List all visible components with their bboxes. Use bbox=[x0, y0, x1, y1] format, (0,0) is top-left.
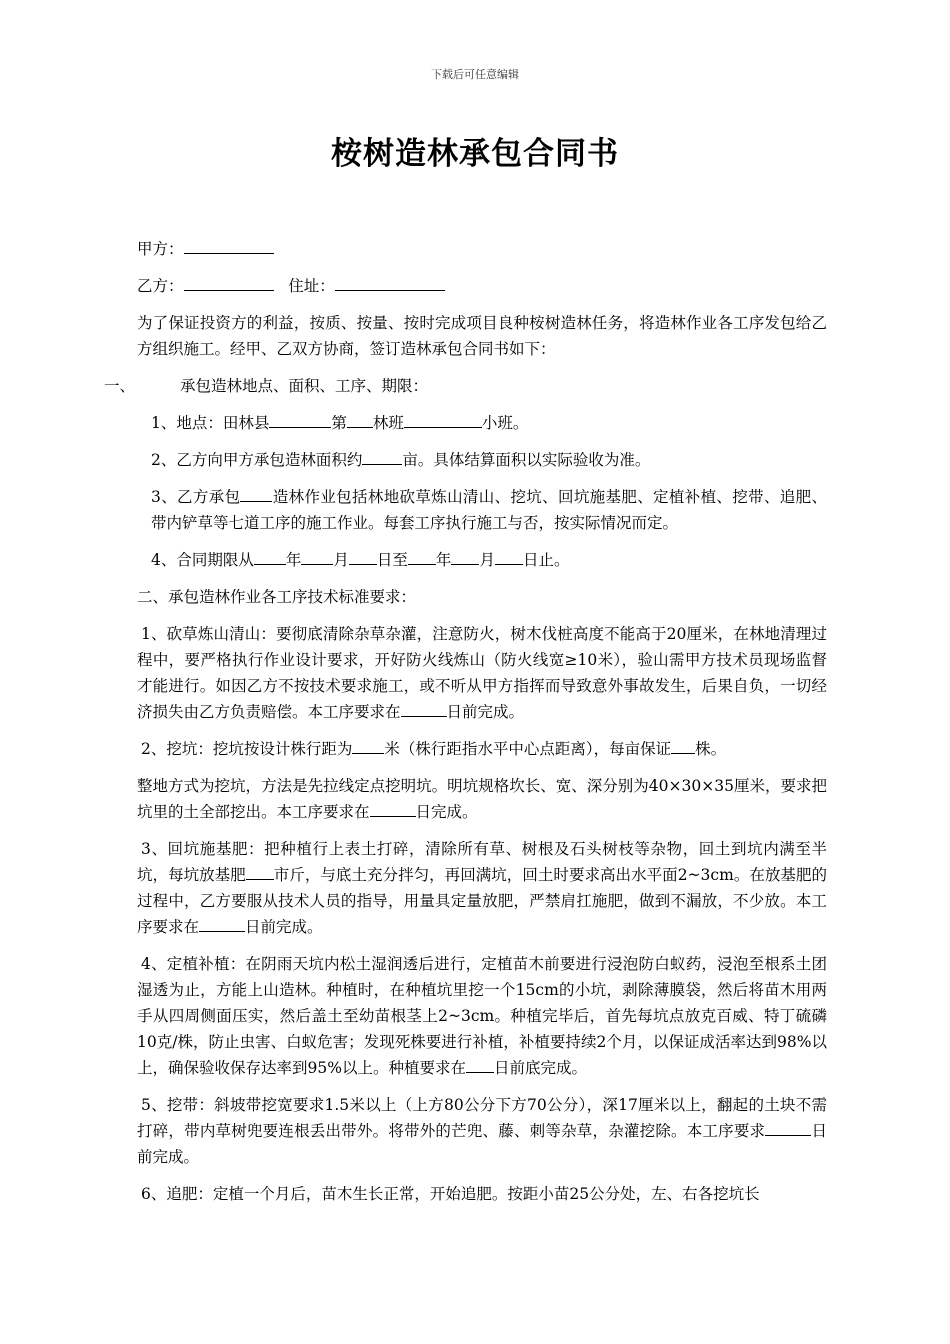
header-note: 下载后可任意编辑 bbox=[431, 68, 519, 81]
party-a-blank[interactable] bbox=[184, 236, 274, 254]
party-b-line: 乙方： 住址： bbox=[137, 273, 827, 299]
address-blank[interactable] bbox=[335, 273, 445, 291]
tech-2-digging: 2、挖坑：挖坑按设计株行距为 米（株行距指水平中心点距离），每亩保证 株。 bbox=[137, 736, 827, 762]
tech-6-topdressing: 6、追肥：定植一个月后，苗木生长正常，开始追肥。按距小苗25公分处，左、右各挖坑长 bbox=[141, 1185, 760, 1203]
party-b-blank[interactable] bbox=[184, 273, 274, 291]
tech-1-clearing: 1、砍草炼山清山：要彻底清除杂草杂灌，注意防火，树木伐桩高度不能高于20厘米，在林地清理过程中，要严格执行作业设计要求，开好防火线炼山（防火线宽≥10米），验山需甲方技术员现场监督才能进行。如因乙方不按技术要求施工，或不听从甲方指挥而导致意外事故发生，后果自负，一切经济损失由乙方负责赔偿。本工序要求在 日前完成。 bbox=[137, 625, 827, 721]
tech-5-strip: 5、挖带：斜坡带挖宽要求1.5米以上（上方80公分下方70公分），深17厘米以上，翻起的土块不需打碎，带内草树兜要连根丢出带外。将带外的芒兜、藤、刺等杂草，杂灌挖除。本工序要求 日前完成。 bbox=[137, 1096, 827, 1166]
intro-paragraph: 为了保证投资方的利益，按质、按量、按时完成项目良种桉树造林任务，将造林作业各工序发包给乙方组织施工。经甲、乙双方协商，签订造林承包合同书如下： bbox=[137, 314, 827, 358]
section-one-heading: 一、 承包造林地点、面积、工序、期限： bbox=[104, 377, 429, 395]
tech-4-planting: 4、定植补植：在阴雨天坑内松土湿润透后进行，定植苗木前要进行浸泡防白蚁药，浸泡至根系土团湿透为止，方能上山造林。种植时，在种植坑里挖一个15cm的小坑，剥除薄膜袋，然后将苗木用两手从四周侧面压实，然后盖土至幼苗根茎上2~3cm。种植完毕后，首先每坑点放克百威、特丁硫磷10克/株，防止虫害、白蚁危害；发现死株要进行补植，补植要持续2个月，以保证成活率达到98%以上，确保验收保存达率到95%以上。种植要求在 日前底完成。 bbox=[137, 955, 827, 1077]
document-body bbox=[104, 236, 827, 1218]
tech-3-fertilizer: 3、回坑施基肥：把种植行上表土打碎，清除所有草、树根及石头树枝等杂物，回土到坑内满至半坑，每坑放基肥 市斤，与底土充分拌匀，再回满坑，回土时要求高出水平面2~3cm。在放基肥的过程中，乙方要服从技术人员的指导，用量具定量放肥，严禁肩扛施肥，做到不漏放，不少放。本工序要求在 日前完成。 bbox=[137, 840, 827, 936]
party-a-line: 甲方： bbox=[137, 236, 827, 262]
document-title: 桉树造林承包合同书 bbox=[331, 136, 619, 172]
item-3-scope: 3、乙方承包 造林作业包括林地砍草炼山清山、挖坑、回坑施基肥、定植补植、挖带、追肥、带内铲草等七道工序的施工作业。每套工序执行施工与否，按实际情况而定。 bbox=[137, 484, 827, 536]
item-1-location: 1、地点：田林县 第 林班 小班。 bbox=[137, 410, 827, 436]
item-4-term: 4、合同期限从 年 月 日至 年 月 日止。 bbox=[137, 547, 827, 573]
item-2-area: 2、乙方向甲方承包造林面积约 亩。具体结算面积以实际验收为准。 bbox=[137, 447, 827, 473]
section-two-heading: 二、承包造林作业各工序技术标准要求： bbox=[137, 588, 417, 606]
tech-2-method: 整地方式为挖坑，方法是先拉线定点挖明坑。明坑规格坎长、宽、深分别为40×30×35厘米，要求把坑里的土全部挖出。本工序要求在 日完成。 bbox=[137, 777, 827, 821]
